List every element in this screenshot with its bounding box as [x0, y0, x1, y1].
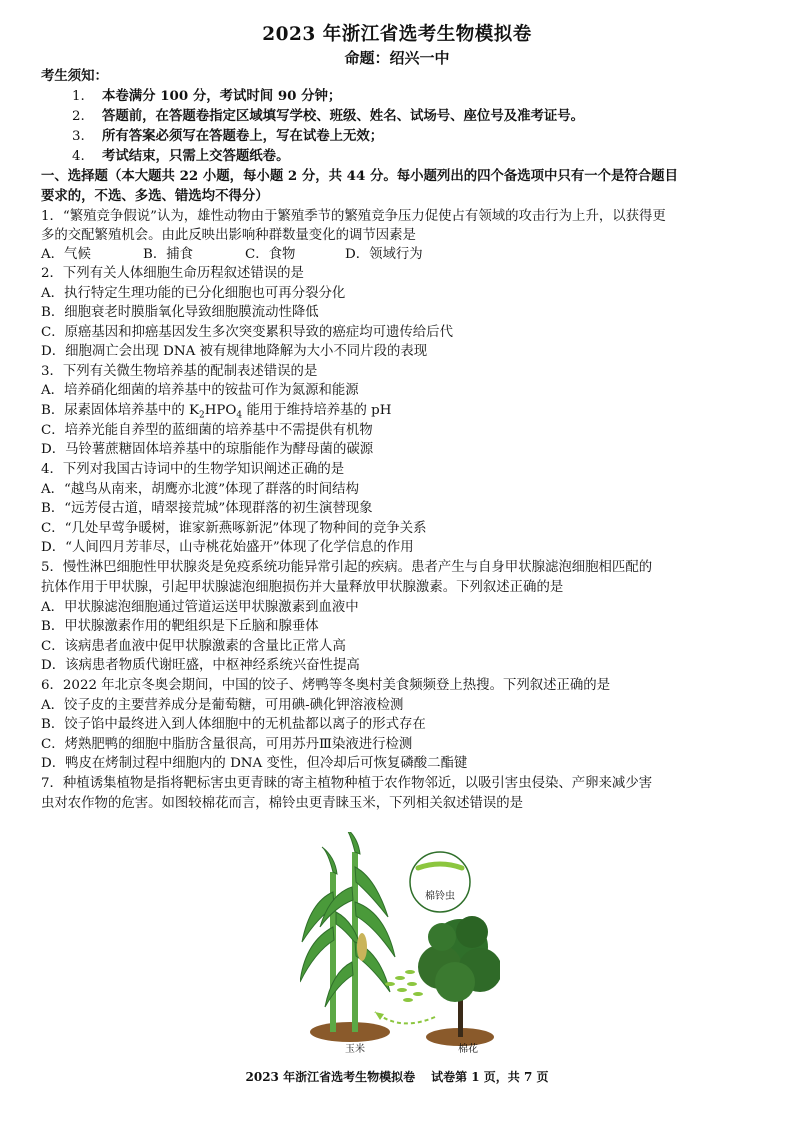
insect-label: 棉铃虫 — [425, 891, 455, 902]
option-b-text: HPO — [204, 403, 237, 418]
notice-item — [72, 107, 584, 126]
exam-subtitle: 命题：绍兴一中 — [344, 49, 450, 67]
option-d: D．马铃薯蔗糖固体培养基中的琼脂能作为酵母菌的碳源 — [41, 442, 374, 457]
option-a: A．气候 — [41, 247, 91, 262]
option-a: A．“越鸟从南来，胡鹰亦北渡”体现了群落的时间结构 — [41, 482, 359, 497]
option-a: A．培养硝化细菌的培养基中的铵盐可作为氮源和能源 — [41, 383, 359, 398]
exam-title: 2023 年浙江省选考生物模拟卷 — [262, 24, 532, 45]
page-footer — [0, 1068, 794, 1085]
option-b-text: 能用于维持培养基的 pH — [242, 403, 392, 418]
option-d: D．领域行为 — [345, 247, 423, 262]
option-c: C．烤熟肥鸭的细胞中脂肪含量很高，可用苏丹Ⅲ染液进行检测 — [41, 737, 413, 752]
option-d: D．该病患者物质代谢旺盛，中枢神经系统兴奋性提高 — [41, 658, 360, 673]
option-b: B．“远芳侵古道，晴翠接荒城”体现群落的初生演替现象 — [41, 501, 373, 516]
question-1-stem: 1．“繁殖竞争假说”认为，雄性动物由于繁殖季节的繁殖竞争压力促使占有领域的攻击行为上升，以获得更 — [41, 209, 666, 224]
question-7-stem: 7．种植诱集植物是指将靶标害虫更青睐的寄主植物种植于农作物邻近，以吸引害虫侵染、产卵来减少害 — [41, 776, 653, 791]
section-heading-cont: 要求的，不选、多选、错选均不得分） — [41, 188, 269, 204]
corn-plant-icon — [300, 832, 395, 1032]
question-4-stem: 4．下列对我国古诗词中的生物学知识阐述正确的是 — [41, 462, 345, 477]
question-5-stem-cont: 抗体作用于甲状腺，引起甲状腺滤泡细胞损伤并大量释放甲状腺激素。下列叙述正确的是 — [41, 580, 564, 595]
option-b: B．甲状腺激素作用的靶组织是下丘脑和腺垂体 — [41, 619, 319, 634]
insect-callout — [410, 852, 470, 912]
notice-num: 2. — [72, 109, 85, 124]
notice-num: 1. — [72, 89, 85, 104]
footer-page-number: 试卷第 1 页，共 7 页 — [431, 1070, 549, 1084]
notice-text: 答题前，在答题卷指定区域填写学校、班级、姓名、试场号、座位号及准考证号。 — [102, 108, 585, 124]
option-b-text: B．尿素固体培养基中的 K — [41, 403, 200, 418]
option-a: A．执行特定生理功能的已分化细胞也可再分裂分化 — [41, 286, 346, 301]
option-b: B．饺子馅中最终进入到人体细胞中的无机盐都以离子的形式存在 — [41, 717, 426, 732]
question-6-stem: 6．2022 年北京冬奥会期间，中国的饺子、烤鸭等冬奥村美食频频登上热搜。下列叙述正确的是 — [41, 678, 611, 693]
section-heading: 一、选择题（本大题共 22 小题，每小题 2 分，共 44 分。每小题列出的四个备选项中只有一个是符合题目 — [41, 168, 678, 184]
question-5-stem: 5．慢性淋巴细胞性甲状腺炎是免疫系统功能异常引起的疾病。患者产生与自身甲状腺滤泡细胞相匹配的 — [41, 560, 653, 575]
notice-item — [72, 87, 341, 106]
arrow-head-icon — [375, 1012, 384, 1020]
notice-item — [72, 127, 383, 146]
option-c: C．食物 — [245, 247, 296, 262]
option-d: D．鸭皮在烤制过程中细胞内的 DNA 变性，但冷却后可恢复磷酸二酯键 — [41, 756, 468, 771]
arrow-line — [375, 1012, 435, 1023]
notice-text: 本卷满分 100 分，考试时间 90 分钟； — [102, 88, 342, 104]
question-7-stem-cont: 虫对农作物的危害。如图较棉花而言，棉铃虫更青睐玉米，下列相关叙述错误的是 — [41, 796, 524, 811]
question-3-stem: 3．下列有关微生物培养基的配制表述错误的是 — [41, 364, 318, 379]
option-c: C．“几处早莺争暖树，谁家新燕啄新泥”体现了物种间的竞争关系 — [41, 521, 427, 536]
option-a: A．甲状腺滤泡细胞通过管道运送甲状腺激素到血液中 — [41, 600, 359, 615]
notice-item — [72, 147, 289, 166]
subscript: 4 — [236, 410, 243, 421]
option-c: C．原癌基因和抑癌基因发生多次突变累积导致的癌症均可遗传给后代 — [41, 325, 453, 340]
option-b: B．细胞衰老时膜脂氧化导致细胞膜流动性降低 — [41, 305, 319, 320]
notice-num: 4. — [72, 149, 85, 164]
corn-soil — [310, 1022, 390, 1042]
larvae-path — [385, 970, 423, 1002]
question-2-stem: 2．下列有关人体细胞生命历程叙述错误的是 — [41, 266, 304, 281]
cotton-plant-icon — [418, 916, 500, 1037]
cotton-label: 棉花 — [458, 1044, 478, 1055]
footer-exam-name: 2023 年浙江省选考生物模拟卷 — [245, 1070, 416, 1084]
notice-text: 考试结束，只需上交答题纸卷。 — [102, 148, 290, 164]
notice-text: 所有答案必须写在答题卷上，写在试卷上无效； — [102, 128, 384, 144]
option-d: D．“人间四月芳菲尽，山寺桃花始盛开”体现了化学信息的作用 — [41, 540, 414, 555]
option-c: C．该病患者血液中促甲状腺激素的含量比正常人高 — [41, 639, 346, 654]
option-a: A．饺子皮的主要营养成分是葡萄糖，可用碘-碘化钾溶液检测 — [41, 698, 404, 713]
question-1-stem-cont: 多的交配繁殖机会。由此反映出影响种群数量变化的调节因素是 — [41, 228, 416, 243]
subscript: 2 — [199, 410, 205, 421]
notice-num: 3. — [72, 129, 85, 144]
option-d: D．细胞凋亡会出现 DNA 被有规律地降解为大小不同片段的表现 — [41, 344, 428, 359]
option-b: B．捕食 — [143, 247, 194, 262]
option-c: C．培养光能自养型的蓝细菌的培养基中不需提供有机物 — [41, 423, 373, 438]
question-1-options — [41, 245, 423, 264]
corn-label: 玉米 — [345, 1044, 365, 1055]
corn-cotton-figure — [300, 832, 500, 1057]
notice-heading: 考生须知： — [41, 68, 108, 84]
